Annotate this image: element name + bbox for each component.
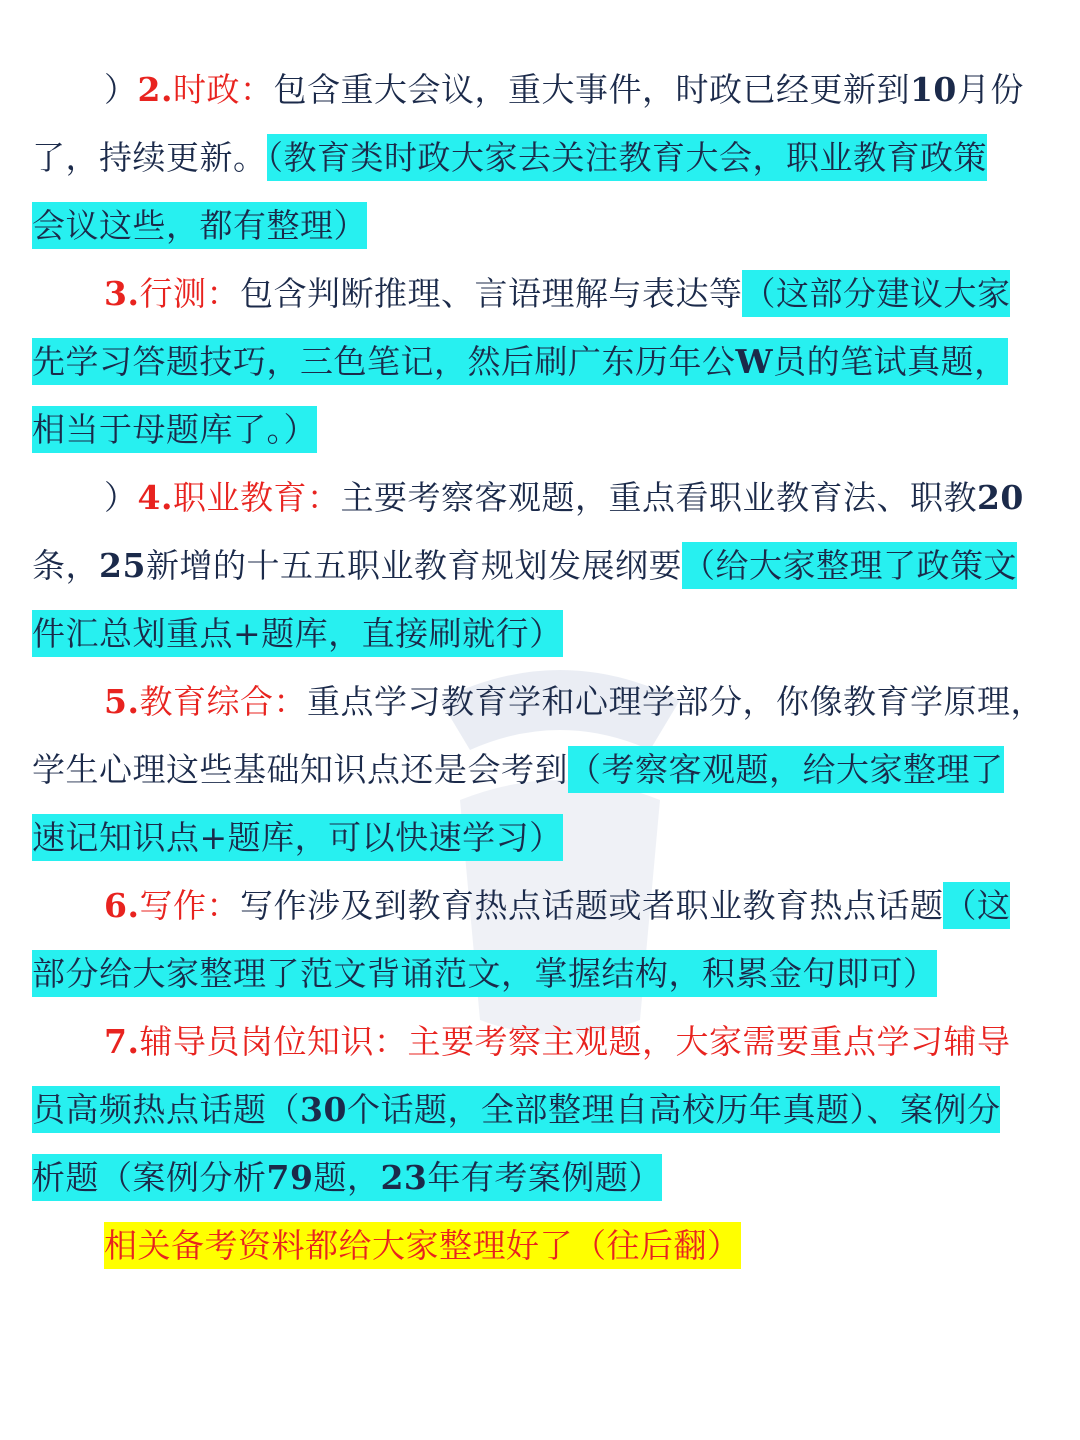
section-2-line-1: ）2.时政：包含重大会议，重大事件，时政已经更新到10月份	[104, 70, 1024, 109]
section-6-number: 6.	[104, 886, 140, 925]
footer-line	[32, 1212, 1058, 1280]
section-7-line-2	[32, 1076, 1058, 1144]
highlight: 部分给大家整理了范文背诵范文，掌握结构，积累金句即可）	[32, 950, 937, 997]
section-2-line-2: 了，持续更新。（教育类时政大家去关注教育大会，职业教育政策	[32, 124, 1058, 192]
section-5-number: 5.	[104, 682, 140, 721]
document-body	[32, 56, 1058, 1280]
footer-note: 相关备考资料都给大家整理好了（往后翻）	[104, 1222, 741, 1269]
section-5-line-1: 5.教育综合：重点学习教育学和心理学部分，你像教育学原理，	[104, 682, 1044, 721]
section-4-line-1: ）4.职业教育：主要考察客观题，重点看职业教育法、职教20	[104, 478, 1024, 517]
section-4-number: 4.	[137, 478, 173, 517]
section-3-line-2	[32, 328, 1058, 396]
highlight: （给大家整理了政策文	[682, 542, 1017, 589]
section-3-title: 行测：	[139, 274, 240, 313]
section-3-line-1: 3.行测：包含判断推理、言语理解与表达等（这部分建议大家	[32, 260, 1058, 328]
section-5-title: 教育综合：	[139, 682, 307, 721]
section-7-title: 辅导员岗位知识：	[139, 1022, 408, 1061]
section-7-number: 7.	[104, 1022, 140, 1061]
section-7-line-3	[32, 1144, 1058, 1212]
highlight: 件汇总划重点+题库，直接刷就行）	[32, 610, 563, 657]
highlight: （教育类时政大家去关注教育大会，职业教育政策	[267, 134, 988, 181]
section-4-line-2: 条，25新增的十五五职业教育规划发展纲要（给大家整理了政策文	[32, 532, 1058, 600]
section-2-number: 2.	[137, 70, 173, 109]
section-4-line-3	[32, 600, 1058, 668]
section-6-title: 写作：	[139, 886, 240, 925]
highlight: 相当于母题库了。）	[32, 406, 317, 453]
section-4-title: 职业教育：	[172, 478, 341, 517]
highlight: （这	[943, 882, 1010, 929]
section-5-line-3	[32, 804, 1058, 872]
section-6-line-2	[32, 940, 1058, 1008]
section-3-number: 3.	[104, 274, 140, 313]
section-2-title: 时政：	[172, 70, 274, 109]
section-7-line-1: 7.辅导员岗位知识：主要考察主观题，大家需要重点学习辅导	[104, 1022, 1011, 1061]
section-6-line-1: 6.写作：写作涉及到教育热点话题或者职业教育热点话题（这	[32, 872, 1058, 940]
section-2-line-3	[32, 192, 1058, 260]
highlight: 析题（案例分析79题，23年有考案例题）	[32, 1154, 662, 1201]
highlight: （这部分建议大家	[742, 270, 1010, 317]
section-5-line-2: 学生心理这些基础知识点还是会考到（考察客观题，给大家整理了	[32, 736, 1058, 804]
highlight: 速记知识点+题库，可以快速学习）	[32, 814, 563, 861]
highlight: 员高频热点话题（30个话题，全部整理自高校历年真题）、案例分	[32, 1086, 1000, 1133]
highlight: 先学习答题技巧，三色笔记，然后刷广东历年公W员的笔试真题，	[32, 338, 1008, 385]
highlight: （考察客观题，给大家整理了	[568, 746, 1004, 793]
section-3-line-3	[32, 396, 1058, 464]
highlight: 会议这些，都有整理）	[32, 202, 367, 249]
